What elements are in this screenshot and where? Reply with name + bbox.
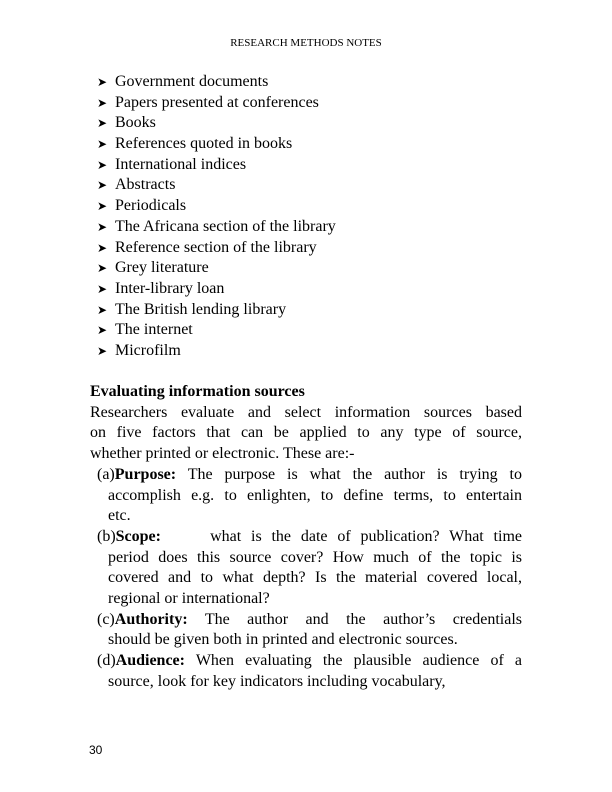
list-item [97,134,336,155]
criterion-term: Purpose: [114,465,177,483]
list-item-text: Microfilm [115,341,181,359]
arrow-bullet-icon: ➤ [97,323,108,338]
criterion-term: Audience: [115,652,185,670]
paragraph-line: should be given both in printed and electronic sources. [108,631,458,649]
list-item-text: Inter-library loan [115,279,225,297]
list-item-text: Government documents [115,73,269,90]
criteria-list [90,465,522,693]
arrow-bullet-icon: ➤ [97,157,108,172]
list-item-text: References quoted in books [115,135,293,153]
arrow-bullet-icon: ➤ [97,116,108,131]
evaluating-section [90,382,522,693]
list-item-text: Books [115,114,156,132]
paragraph-line: whether printed or electronic. These are:- [90,445,355,463]
paragraph-line: accomplish e.g. to enlighten, to define terms, to entertain [108,486,522,504]
criterion-text: When evaluating the plausible audience of a [184,652,522,670]
source-list [97,72,336,362]
list-item-text: Abstracts [115,176,176,194]
criterion-term: Authority: [114,610,188,628]
list-item-text: The Africana section of the library [115,217,336,235]
page-number: 30 [89,743,103,757]
criterion-item [90,527,522,610]
paragraph-line: Researchers evaluate and select information sources based [90,403,522,421]
list-item-text: The British lending library [115,300,287,318]
list-item [97,258,336,279]
list-item-text: Papers presented at conferences [115,93,319,111]
list-item [97,175,336,196]
criterion-text: what is the date of publication? What time [160,527,522,545]
intro-paragraph [90,403,522,465]
list-item [97,93,336,114]
list-item [97,196,336,217]
arrow-bullet-icon: ➤ [97,137,108,152]
criterion-marker: (b) [97,527,116,545]
list-item-text: International indices [115,155,247,173]
criterion-marker: (c) [97,610,115,628]
criterion-marker: (d) [97,652,116,670]
paragraph-line: etc. [108,507,131,525]
arrow-bullet-icon: ➤ [97,281,108,296]
paragraph-line [90,610,522,631]
arrow-bullet-icon: ➤ [97,178,108,193]
criterion-term: Scope: [115,527,161,545]
paragraph-line: source, look for key indicators including vocabulary, [108,672,446,690]
criterion-item [90,610,522,651]
arrow-bullet-icon: ➤ [97,302,108,317]
paragraph-line: period does this source cover? How much of the topic is [108,548,522,566]
list-item [97,72,336,93]
arrow-bullet-icon: ➤ [97,95,108,110]
criterion-text: The author and the author’s credentials [187,610,522,628]
running-header: RESEARCH METHODS NOTES [230,37,382,49]
criterion-item [90,465,522,527]
paragraph-line [90,651,522,672]
list-item [97,279,336,300]
list-item-text: Grey literature [115,259,209,277]
list-item [97,155,336,176]
list-item [97,341,336,362]
list-item-text: The internet [115,321,193,339]
paragraph-line [90,527,522,548]
paragraph-line: covered and to what depth? Is the material covered local, [108,569,522,587]
section-heading: Evaluating information sources [90,383,305,400]
arrow-bullet-icon: ➤ [97,240,108,255]
paragraph-line: regional or international? [108,590,270,608]
criterion-item [90,651,522,692]
list-item [97,238,336,259]
arrow-bullet-icon: ➤ [97,75,108,89]
arrow-bullet-icon: ➤ [97,219,108,234]
list-item [97,217,336,238]
list-item [97,300,336,321]
arrow-bullet-icon: ➤ [97,343,108,358]
criterion-marker: (a) [97,465,115,483]
paragraph-line [90,465,522,486]
list-item-text: Periodicals [115,197,187,215]
paragraph-line: on five factors that can be applied to any type of source, [90,424,522,442]
arrow-bullet-icon: ➤ [97,199,108,214]
list-item [97,320,336,341]
list-item-text: Reference section of the library [115,238,317,256]
arrow-bullet-icon: ➤ [97,261,108,276]
criterion-text: The purpose is what the author is trying to [176,465,522,483]
list-item [97,113,336,134]
